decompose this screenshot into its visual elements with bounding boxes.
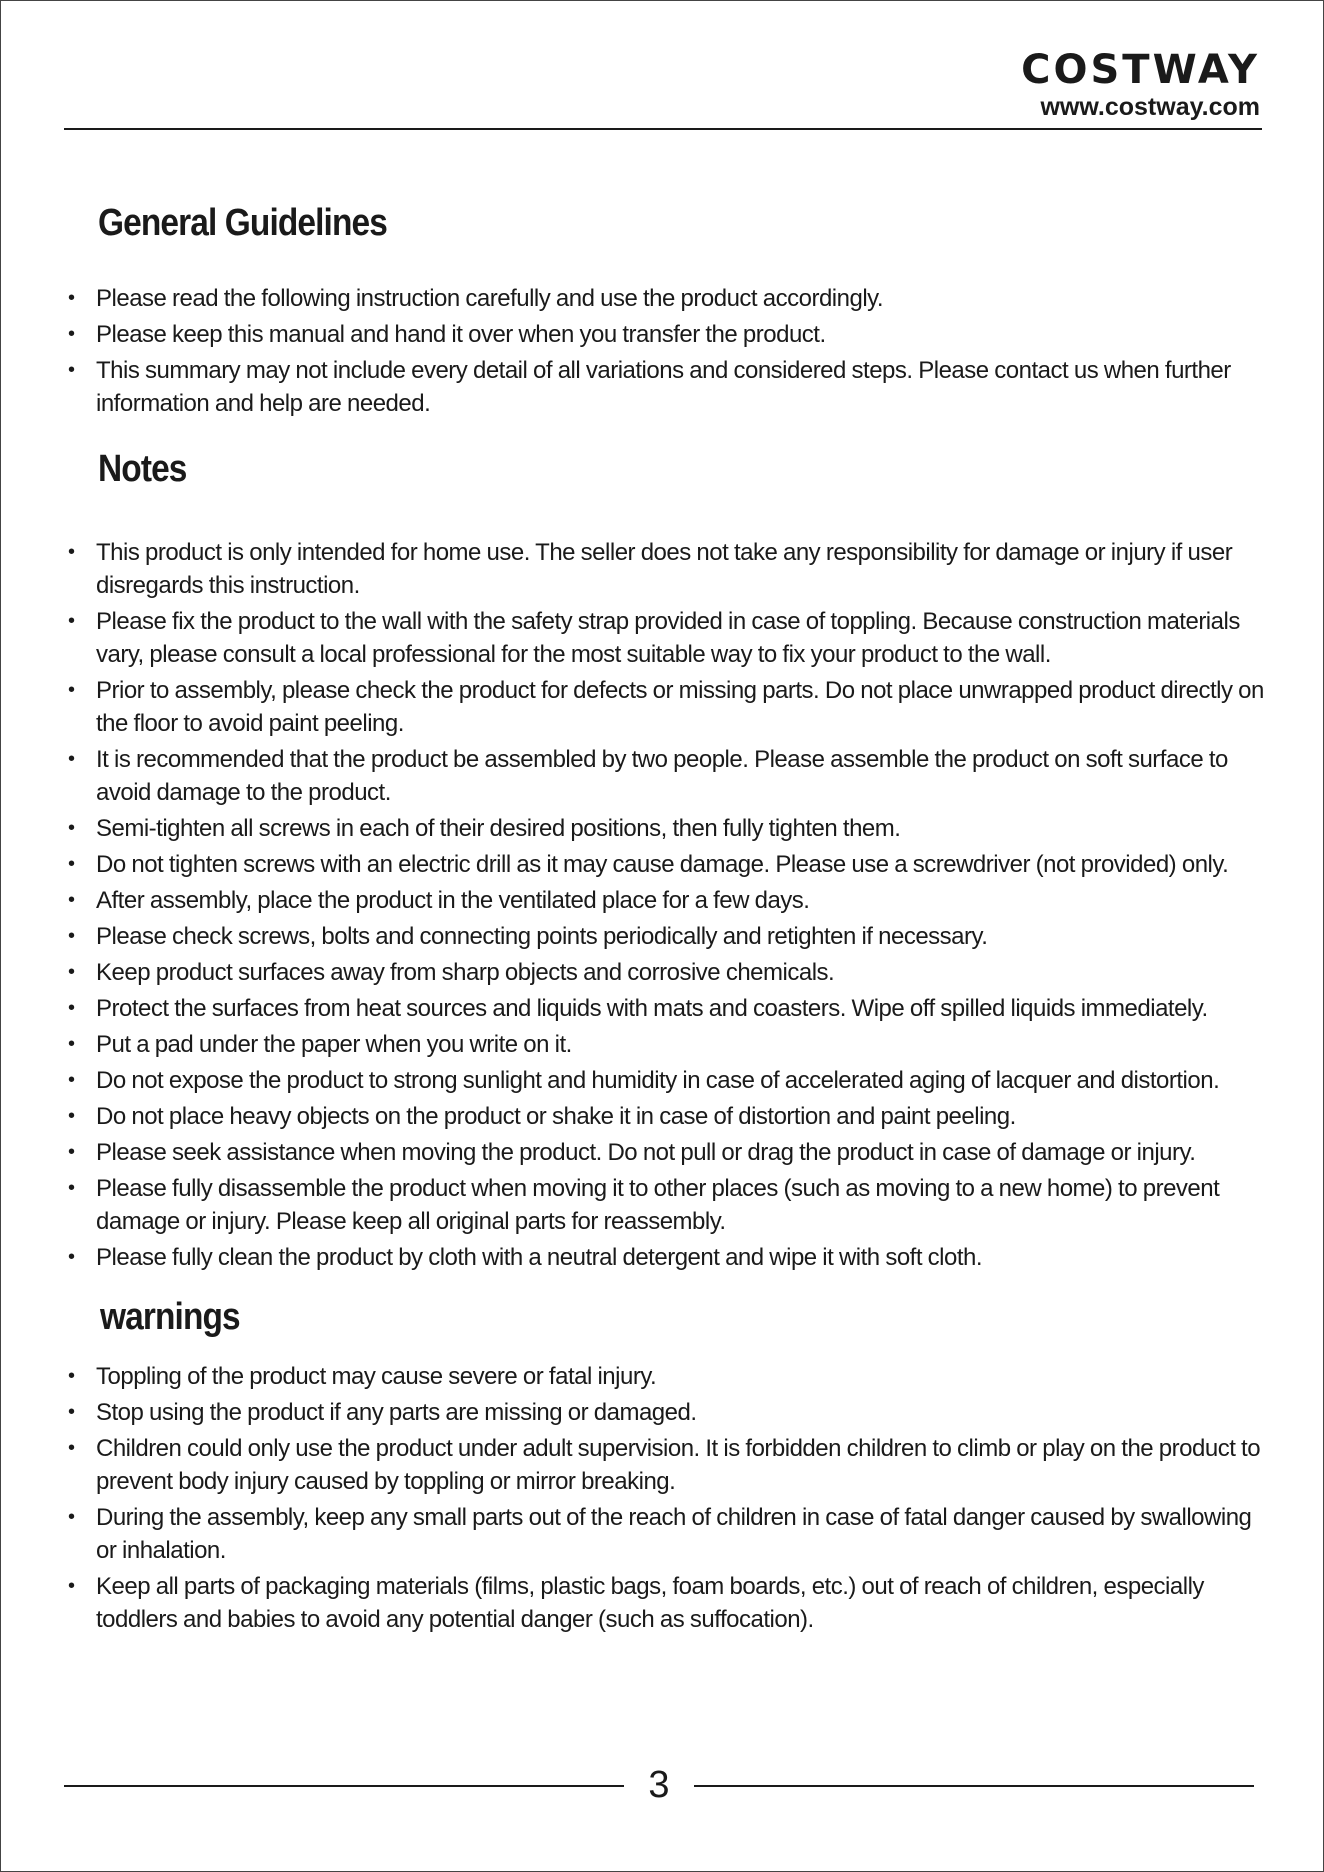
bullet-icon: • [68, 1401, 75, 1423]
bullet-icon: • [68, 359, 75, 381]
list-item [64, 354, 1274, 420]
bullet-icon: • [68, 287, 75, 309]
bullet-icon: • [68, 1177, 75, 1199]
list-item-text: Stop using the product if any parts are missing or damaged. [96, 1399, 697, 1426]
list-item-text: Put a pad under the paper when you write on it. [96, 1031, 572, 1058]
list-item-text: Keep product surfaces away from sharp objects and corrosive chemicals. [96, 959, 835, 986]
list-item-text: Please seek assistance when moving the product. Do not pull or drag the product in case of damage or injury. [96, 1139, 1196, 1166]
list-item-text: This summary may not include every detail of all variations and considered steps. Please contact us when further information and help are needed. [96, 357, 1231, 417]
section-title-warnings: warnings [100, 1296, 240, 1338]
bullet-icon: • [68, 1033, 75, 1055]
list-item-text: Children could only use the product under adult supervision. It is forbidden children to climb or play on the product to prevent body injury caused by toppling or mirror breaking. [96, 1435, 1261, 1495]
list-item [64, 1241, 1274, 1274]
bullet-icon: • [68, 853, 75, 875]
bullet-icon: • [68, 925, 75, 947]
bullet-icon: • [68, 997, 75, 1019]
bullet-icon: • [68, 1141, 75, 1163]
bullet-icon: • [68, 1246, 75, 1268]
list-item [64, 1501, 1274, 1567]
list-item [64, 1100, 1274, 1133]
list-item [64, 1028, 1274, 1061]
bullet-icon: • [68, 1506, 75, 1528]
list-item-text: During the assembly, keep any small parts out of the reach of children in case of fatal danger caused by swallowing or inhalation. [96, 1504, 1252, 1564]
list-item-text: Please fully disassemble the product when moving it to other places (such as moving to a new home) to prevent damage or injury. Please keep all original parts for reassembly. [96, 1175, 1220, 1235]
list-item-text: Protect the surfaces from heat sources and liquids with mats and coasters. Wipe off spilled liquids immediately. [96, 995, 1208, 1022]
list-item-text: Please check screws, bolts and connecting points periodically and retighten if necessary. [96, 923, 988, 950]
bullet-icon: • [68, 323, 75, 345]
list-item [64, 605, 1274, 671]
list-item [64, 1570, 1274, 1636]
warnings-list [64, 1360, 1274, 1636]
list-item [64, 282, 1274, 315]
bullet-icon: • [68, 961, 75, 983]
bullet-icon: • [68, 1069, 75, 1091]
list-item-text: Do not tighten screws with an electric drill as it may cause damage. Please use a screwdriver (not provided) only. [96, 851, 1229, 878]
list-item [64, 318, 1274, 351]
list-item [64, 1172, 1274, 1238]
bullet-icon: • [68, 817, 75, 839]
list-item-text: Do not expose the product to strong sunlight and humidity in case of accelerated aging of lacquer and distortion. [96, 1067, 1220, 1094]
brand-logo [1021, 47, 1260, 122]
list-item [64, 992, 1274, 1025]
bullet-icon: • [68, 889, 75, 911]
bullet-icon: • [68, 1575, 75, 1597]
list-item [64, 848, 1274, 881]
page-footer [64, 1762, 1254, 1810]
bullet-icon: • [68, 610, 75, 632]
bullet-icon: • [68, 679, 75, 701]
list-item-text: This product is only intended for home use. The seller does not take any responsibility for damage or injury if user disregards this instruction. [96, 539, 1233, 599]
general-guidelines-list [64, 282, 1274, 420]
bullet-icon: • [68, 1365, 75, 1387]
list-item-text: Please fully clean the product by cloth with a neutral detergent and wipe it with soft cloth. [96, 1244, 983, 1271]
footer-divider-right [694, 1785, 1254, 1787]
brand-url: www.costway.com [1040, 93, 1260, 121]
document-body [64, 200, 1274, 1639]
list-item-text: Please fix the product to the wall with the safety strap provided in case of toppling. Because construction materials vary, please consult a local professional for the most suitable way to fix your product to the wall. [96, 608, 1240, 668]
list-item-text: Please read the following instruction carefully and use the product accordingly. [96, 285, 884, 312]
section-title-general-guidelines: General Guidelines [98, 202, 387, 244]
bullet-icon: • [68, 1105, 75, 1127]
list-item [64, 1360, 1274, 1393]
list-item [64, 674, 1274, 740]
list-item-text: Do not place heavy objects on the product or shake it in case of distortion and paint peeling. [96, 1103, 1016, 1130]
list-item [64, 536, 1274, 602]
footer-divider-left [64, 1785, 624, 1787]
bullet-icon: • [68, 748, 75, 770]
section-title-notes: Notes [98, 448, 187, 490]
list-item [64, 1064, 1274, 1097]
list-item [64, 812, 1274, 845]
brand-name: COSTWAY [1021, 47, 1260, 93]
page-number: 3 [648, 1764, 670, 1806]
list-item [64, 1136, 1274, 1169]
list-item [64, 956, 1274, 989]
section-warnings [64, 1294, 1274, 1636]
list-item [64, 920, 1274, 953]
list-item-text: Keep all parts of packaging materials (films, plastic bags, foam boards, etc.) out of reach of children, especially toddlers and babies to avoid any potential danger (such as suffocation). [96, 1573, 1204, 1633]
list-item [64, 743, 1274, 809]
section-general-guidelines [64, 200, 1274, 420]
section-notes [64, 446, 1274, 1274]
list-item [64, 884, 1274, 917]
list-item [64, 1432, 1274, 1498]
list-item-text: Semi-tighten all screws in each of their desired positions, then fully tighten them. [96, 815, 901, 842]
bullet-icon: • [68, 1437, 75, 1459]
list-item-text: After assembly, place the product in the ventilated place for a few days. [96, 887, 810, 914]
bullet-icon: • [68, 541, 75, 563]
list-item-text: Please keep this manual and hand it over when you transfer the product. [96, 321, 826, 348]
list-item-text: It is recommended that the product be assembled by two people. Please assemble the product on soft surface to avoid damage to the product. [96, 746, 1228, 806]
list-item [64, 1396, 1274, 1429]
list-item-text: Prior to assembly, please check the product for defects or missing parts. Do not place unwrapped product directly on the floor to avoid paint peeling. [96, 677, 1264, 737]
notes-list [64, 536, 1274, 1274]
header-divider [64, 128, 1262, 130]
list-item-text: Toppling of the product may cause severe or fatal injury. [96, 1363, 657, 1390]
